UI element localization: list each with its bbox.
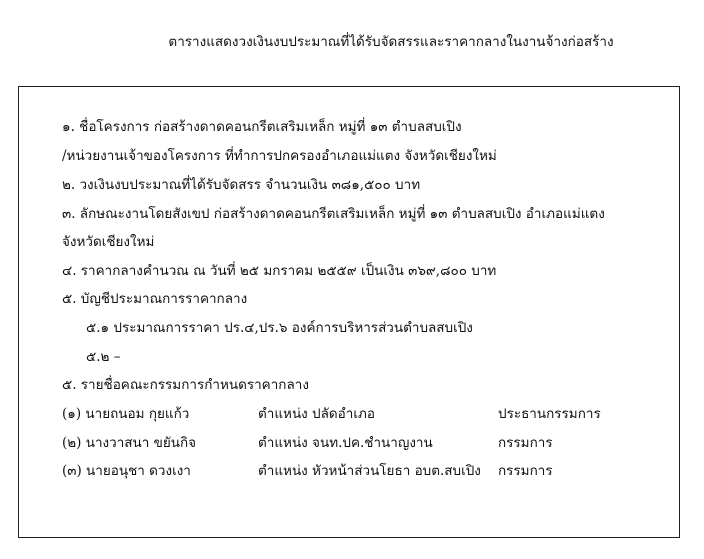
committee-member-name: (๓) นายอนุชา ดวงเงา xyxy=(62,463,191,479)
price-list-heading: ๕. บัญชีประมาณการราคากลาง xyxy=(62,291,248,307)
project-name-line: ๑. ชื่อโครงการ ก่อสร้างดาดคอนกรีตเสริมเหล็ก หมู่ที่ ๑๓ ตำบลสบเปิง xyxy=(62,119,462,135)
committee-member-role: กรรมการ xyxy=(498,435,553,451)
price-list-item-2: ๕.๒ – xyxy=(86,349,121,365)
page-title: ตารางแสดงวงเงินงบประมาณที่ได้รับจัดสรรและราคากลางในงานจ้างก่อสร้าง xyxy=(168,34,614,50)
description-line-2: จังหวัดเชียงใหม่ xyxy=(62,234,155,250)
committee-member-position: ตำแหน่ง หัวหน้าส่วนโยธา อบต.สบเปิง xyxy=(258,463,481,479)
committee-member-name: (๒) นางวาสนา ขยันกิจ xyxy=(62,435,197,451)
committee-member-name: (๑) นายถนอม กุยแก้ว xyxy=(62,406,190,422)
owner-unit-line: /หน่วยงานเจ้าของโครงการ ที่ทำการปกครองอำเภอแม่แตง จังหวัดเชียงใหม่ xyxy=(62,148,497,164)
reference-price-line: ๔. ราคากลางคำนวณ ณ วันที่ ๒๕ มกราคม ๒๕๕๙ เป็นเงิน ๓๖๙,๘๐๐ บาท xyxy=(62,263,497,279)
committee-heading: ๕. รายชื่อคณะกรรมการกำหนดราคากลาง xyxy=(62,377,309,393)
committee-member-position: ตำแหน่ง จนท.ปค.ชำนาญงาน xyxy=(258,435,433,451)
committee-member-role: กรรมการ xyxy=(498,463,553,479)
description-line-1: ๓. ลักษณะงานโดยสังเขป ก่อสร้างดาดคอนกรีตเสริมเหล็ก หมู่ที่ ๑๓ ตำบลสบเปิง อำเภอแม่แตง xyxy=(62,206,605,222)
budget-line: ๒. วงเงินงบประมาณที่ได้รับจัดสรร จำนวนเงิน ๓๘๑,๕๐๐ บาท xyxy=(62,177,421,193)
committee-member-position: ตำแหน่ง ปลัดอำเภอ xyxy=(258,406,375,422)
committee-member-role: ประธานกรรมการ xyxy=(498,406,601,422)
price-list-item-1: ๕.๑ ประมาณการราคา ปร.๔,ปร.๖ องค์การบริหารส่วนตำบลสบเปิง xyxy=(86,320,473,336)
